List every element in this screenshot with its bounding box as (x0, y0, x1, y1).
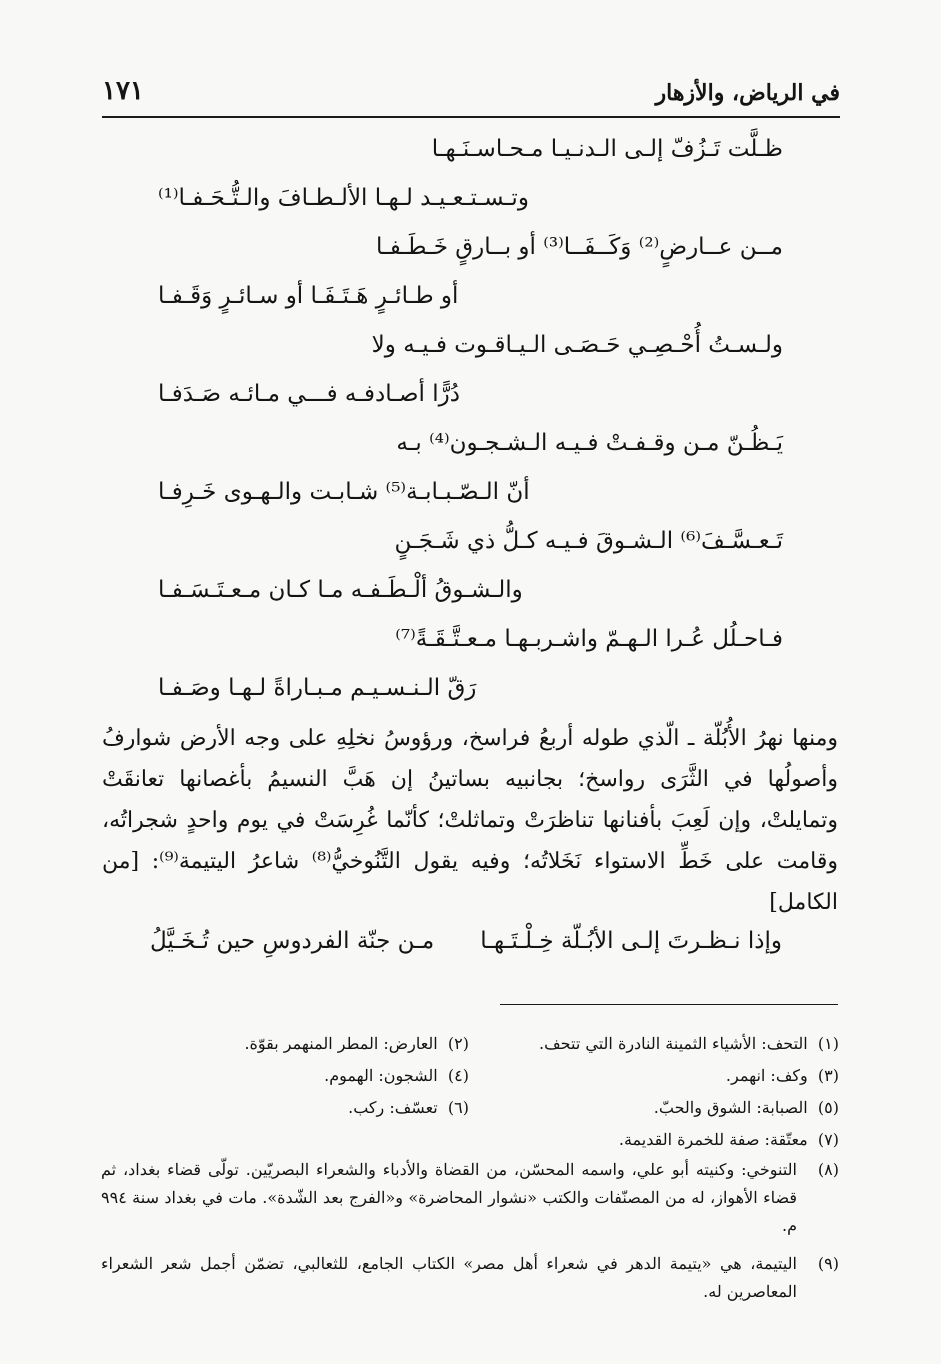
footnote-divider (500, 1004, 838, 1005)
poem-line: رَقّ الـنـسـيـم مـبـاراةً لـهـا وصَـفـا (158, 675, 477, 701)
footnote-text: وكف: انهمر. (725, 1066, 808, 1085)
header-divider (102, 116, 840, 118)
poem-line: فـاحـلُل عُـرا الـهـمّ واشـربـهـا مـعـتَّـقَـةً⁽⁷⁾ (395, 626, 783, 652)
footnote (348, 1094, 469, 1122)
footnote (244, 1030, 469, 1058)
footnote-number: (٣) (817, 1066, 839, 1085)
poem-line: ولـسـتُ أُحْـصِـي حَـصَـى الـيـاقـوت فـيـه ولا (371, 332, 783, 358)
poem-line: وتـسـتـعـيـد لـهـا الألـطـافَ والـتُّـحَـفـا⁽¹⁾ (158, 185, 529, 211)
second-hemistich: مـن جنّة الفردوسِ حين تُـخَـيَّلُ (150, 928, 435, 954)
footnote-number: (٦) (447, 1098, 469, 1117)
footnote-number: (٨) (817, 1160, 839, 1179)
footnote-text: العارض: المطر المنهمر بقوّة. (244, 1034, 438, 1053)
poem-line: يَـظُـنّ مـن وقـفـتْ فـيـه الـشـجـون⁽⁴⁾ بـه (396, 430, 783, 456)
poem-line: والـشـوقُ ألْـطَـفـه مـا كـان مـعـتَـسَـفـا (158, 577, 523, 603)
running-title: في الرياض، والأزهار (655, 80, 840, 106)
poem-line: أنّ الـصّـبـابـة⁽⁵⁾ شـابـت والـهـوى خَـرِفـا (158, 479, 530, 505)
footnote-text: الصبابة: الشوق والحبّ. (653, 1098, 808, 1117)
footnote-text: اليتيمة، هي «يتيمة الدهر في شعراء أهل مصر» الكتاب الجامع، للثعالبي، تضمّن أجمل شعر الشعراء المعاصرين له. (101, 1254, 797, 1301)
footnote-text: التحف: الأشياء الثمينة النادرة التي تتحف. (539, 1034, 808, 1053)
footnote-number: (٥) (817, 1098, 839, 1117)
poem-line: ظـلَّت تَـزُفّ إلـى الـدنـيـا مـحـاسـنَـهـا (431, 136, 783, 162)
footnote (101, 1250, 839, 1306)
verse-line (150, 928, 782, 972)
footnote (654, 1094, 839, 1122)
footnote-number: (٤) (447, 1066, 469, 1085)
page-header (102, 74, 840, 114)
page-number: ١٧١ (102, 76, 144, 106)
poem-line: مــن عــارضٍ⁽²⁾ وَكَــفَــا⁽³⁾ أو بــارقٍ خَـطَـفـا (376, 234, 783, 260)
footnote (619, 1126, 839, 1154)
footnote-number: (٧) (817, 1130, 839, 1149)
footnote-text: تعسّف: ركب. (348, 1098, 438, 1117)
footnote-text: الشجون: الهموم. (324, 1066, 438, 1085)
footnote (726, 1062, 839, 1090)
footnote-number: (٢) (447, 1034, 469, 1053)
first-hemistich: وإذا نـظـرتَ إلـى الأبُـلّة خِـلْـتَـهـا (480, 928, 782, 954)
footnote-text: معتّقة: صفة للخمرة القديمة. (618, 1130, 808, 1149)
footnote (101, 1156, 839, 1240)
footnote-number: (١) (817, 1034, 839, 1053)
prose-paragraph: ومنها نهرُ الأُبُلّة ـ الّذي طوله أربعُ فراسخ، ورؤوسُ نخلِهِ على وجه الأرض شوارفُ وأصولُها في الثَّرَى رواسخ؛ بجانبيه بساتينُ إن هَبَّ النسيمُ بأغصانها تعانقَتْ وتمايلتْ، وإن لَعِبَ بأفنانها تناظرَتْ وتماثلتْ؛ كأنّما غُرِسَتْ في يوم واحدٍ شجراتُه، وقامت على خَطِّ الاستواء نَخَلاتُه؛ وفيه يقول التَّنُوخيُّ⁽⁸⁾ شاعرُ اليتيمة⁽⁹⁾: [من الكامل] (102, 726, 838, 915)
footnote (324, 1062, 469, 1090)
footnote (539, 1030, 839, 1058)
footnote-text: التنوخي: وكنيته أبو علي، واسمه المحسّن، من القضاة والأدباء والشعراء البصريّين. تولّى قضاء بغداد، ثم قضاء الأهواز، له من المصنّفات والكتب «نشوار المحاضرة» و«الفرج بعد الشّدة». مات في بغداد سنة ٩٩٤ م. (101, 1160, 797, 1235)
footnote-number: (٩) (817, 1254, 839, 1273)
poem-line: أو طـائـرٍ هَـتَـفَـا أو سـائـرٍ وَقَـفـا (158, 283, 459, 309)
poem-line: دُرًّا أصـادفـه فـــي مـائـه صَـدَفـا (158, 381, 460, 407)
poem-line: تَـعـسَّـفَ⁽⁶⁾ الـشـوقَ فـيـه كـلُّ ذي شَـجَـنٍ (394, 528, 783, 554)
